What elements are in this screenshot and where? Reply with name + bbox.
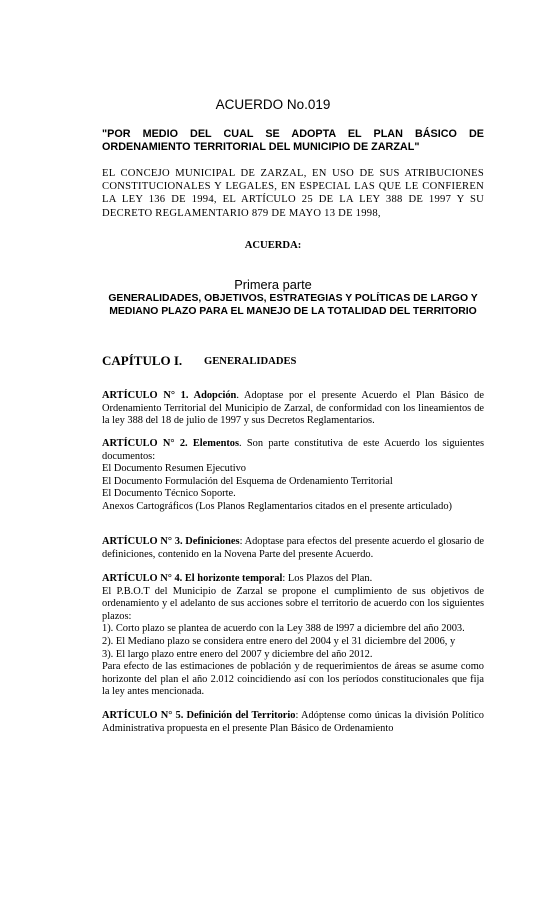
article-4-closing: Para efecto de las estimaciones de población y de requerimientos de áreas se asume como horizonte del plan el año 2.012 coincidiendo así con los períodos constitucionales que fija la ley antes mencionada.	[102, 661, 484, 698]
article-2-item: El Documento Técnico Soporte.	[102, 488, 236, 500]
article-4-label-tail: : Los Plazos del Plan.	[282, 573, 373, 584]
part-title: Primera parte	[234, 277, 312, 292]
article-3-label: ARTÍCULO N° 3. Definiciones	[102, 536, 240, 547]
article-4-item: 2). El Mediano plazo se considera entre enero del 2004 y el 31 diciembre del 2006, y	[102, 635, 456, 647]
chapter-title: GENERALIDADES	[204, 356, 297, 367]
article-4-label: ARTÍCULO N° 4. El horizonte temporal	[102, 573, 283, 584]
article-1-label: ARTÍCULO N° 1. Adopción	[102, 390, 237, 401]
acuerda-heading: ACUERDA:	[244, 240, 302, 251]
document-title: ACUERDO No.019	[215, 97, 331, 112]
article-2-label: ARTÍCULO N° 2. Elementos	[102, 438, 240, 449]
article-3-text: : Adoptase para efectos del presente acuerdo el glosario de definiciones, contenido en la Novena Parte del presente Acuerdo.	[102, 536, 485, 560]
article-4-text: El P.B.O.T del Municipio de Zarzal se propone el cumplimiento de sus objetivos de ordenamiento y el adelanto de sus acciones sobre el territorio de acuerdo con los siguientes plazos:	[102, 585, 484, 622]
article-5	[102, 710, 484, 735]
article-1	[102, 390, 484, 428]
intro-paragraph: EL CONCEJO MUNICIPAL DE ZARZAL, EN USO DE SUS ATRIBUCIONES CONSTITUCIONALES Y LEGALES, EN ESPECIAL LAS QUE LE CONFIEREN LA LEY 136 DE 1994, EL ARTÍCULO 25 DE LA LEY 388 DE 1997 Y SU DECRETO REGLAMENTARIO 879 DE MAYO 13 DE 1998,	[102, 168, 484, 219]
document-heading: "POR MEDIO DEL CUAL SE ADOPTA EL PLAN BÁSICO DE ORDENAMIENTO TERRITORIAL DEL MUNICIPIO DE ZARZAL"	[102, 128, 484, 153]
article-5-label: ARTÍCULO N° 5. Definición del Territorio	[102, 710, 296, 721]
article-2	[102, 438, 484, 514]
chapter-heading	[102, 353, 296, 369]
part-subtitle: GENERALIDADES, OBJETIVOS, ESTRATEGIAS Y POLÍTICAS DE LARGO Y MEDIANO PLAZO PARA EL MANEJO DE LA TOTALIDAD DEL TERRITORIO	[108, 293, 478, 317]
article-1-text: . Adoptase por el presente Acuerdo el Plan Básico de Ordenamiento Territorial del Municipio de Zarzal, de conformidad con los lineamientos de la ley 388 del 18 de julio de 1997 y sus Decretos Reglamentarios.	[102, 390, 484, 427]
article-2-text: . Son parte constitutiva de este Acuerdo los siguientes documentos:	[102, 438, 484, 462]
article-2-item: El Documento Formulación del Esquema de Ordenamiento Territorial	[102, 475, 393, 487]
article-4-item: 1). Corto plazo se plantea de acuerdo con la Ley 388 de l997 a diciembre del año 2003.	[102, 623, 465, 635]
article-3	[102, 536, 484, 561]
article-4-item: 3). El largo plazo entre enero del 2007 y diciembre del año 2012.	[102, 648, 373, 660]
article-2-item: El Documento Resumen Ejecutivo	[102, 463, 246, 475]
article-2-item: Anexos Cartográficos (Los Planos Reglamentarios citados en el presente articulado)	[102, 500, 452, 512]
article-4	[102, 573, 484, 699]
article-5-text: : Adóptense como únicas la división Político Administrativa propuesta en el presente Plan Básico de Ordenamiento	[102, 710, 484, 734]
chapter-label: CAPÍTULO I.	[102, 353, 183, 368]
